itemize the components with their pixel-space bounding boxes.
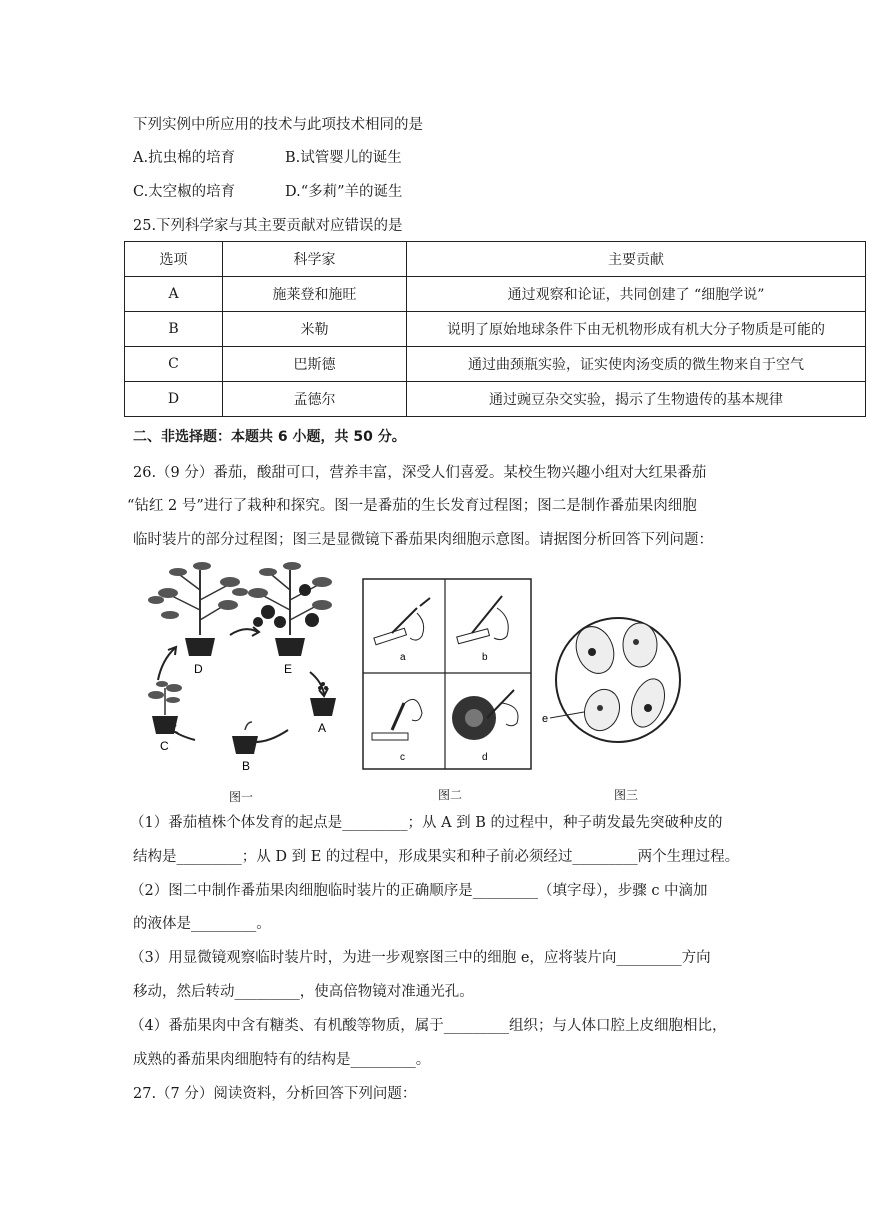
- step-b-icon: [457, 596, 509, 644]
- pot-c-icon: [148, 681, 182, 734]
- q25-table: [124, 241, 866, 417]
- q26-intro-line: “钻红 2 号”进行了栽种和探究。图一是番茄的生长发育过程图；图二是制作番茄果肉细胞: [127, 498, 697, 514]
- cell-contribution: 通过豌豆杂交实验，揭示了生物遗传的基本规律: [407, 382, 866, 417]
- cell-option: A: [125, 277, 223, 312]
- table-header-row: [125, 242, 866, 277]
- cell-scientist: 巴斯德: [223, 347, 407, 382]
- q26-question-line: （4）番茄果肉中含有糖类、有机酸等物质，属于_________组织；与人体口腔上皮细胞相比，: [130, 1018, 727, 1034]
- q26-question-line: （2）图二中制作番茄果肉细胞临时装片的正确顺序是_________（填字母），步骤 c 中滴加: [130, 883, 708, 899]
- cell-option: C: [125, 347, 223, 382]
- q24-stem: 下列实例中所应用的技术与此项技术相同的是: [133, 117, 423, 133]
- fig1-label-b: B: [242, 759, 251, 773]
- q24-option-a: A.抗虫棉的培育: [133, 150, 236, 166]
- cell-scientist: 施莱登和施旺: [223, 277, 407, 312]
- cell-contribution: 说明了原始地球条件下由无机物形成有机大分子物质是可能的: [407, 312, 866, 347]
- q26-intro-line: 26.（9 分）番茄，酸甜可口，营养丰富，深受人们喜爱。某校生物兴趣小组对大红果番茄: [133, 465, 707, 481]
- figure3-caption: 图三: [614, 788, 639, 802]
- table-row: [125, 382, 866, 417]
- figure1-life-cycle: [140, 560, 350, 780]
- q24-option-c: C.太空椒的培育: [133, 184, 236, 200]
- table-row: [125, 277, 866, 312]
- fig2-label-a: a: [400, 652, 406, 663]
- header-option: 选项: [125, 242, 223, 277]
- plant-e-icon: [248, 562, 332, 656]
- q26-question-line: 成熟的番茄果肉细胞特有的结构是_________。: [133, 1052, 431, 1068]
- q24-option-b: B.试管婴儿的诞生: [285, 150, 402, 166]
- figure2-slide-steps: [362, 578, 532, 770]
- cell-scientist: 孟德尔: [223, 382, 407, 417]
- figure1-caption: 图一: [229, 790, 254, 804]
- q27-stem: 27.（7 分）阅读资料，分析回答下列问题：: [133, 1086, 417, 1102]
- fig1-label-e: E: [284, 662, 293, 676]
- header-scientist: 科学家: [223, 242, 407, 277]
- q26-question-line: （3）用显微镜观察临时装片时，为进一步观察图三中的细胞 e，应将装片向_________方向: [130, 950, 711, 966]
- q26-question-line: 的液体是_________。: [133, 916, 271, 932]
- fig3-label-e: e: [542, 713, 549, 725]
- fig1-label-a: A: [318, 721, 327, 735]
- header-contribution: 主要贡献: [407, 242, 866, 277]
- fig2-label-d: d: [482, 752, 488, 763]
- q24-option-d: D.“多莉”羊的诞生: [285, 184, 403, 200]
- q26-question-line: 结构是_________；从 D 到 E 的过程中，形成果实和种子前必须经过_________两个生理过程。: [133, 849, 740, 865]
- cell-contribution: 通过观察和论证，共同创建了 “细胞学说”: [407, 277, 866, 312]
- pot-b-icon: [232, 722, 258, 754]
- fig1-label-d: D: [194, 662, 203, 676]
- q26-question-line: （1）番茄植株个体发育的起点是_________；从 A 到 B 的过程中，种子萌发最先突破种皮的: [130, 815, 723, 831]
- fig2-label-c: c: [400, 752, 405, 763]
- q26-intro-line: 临时装片的部分过程图；图三是显微镜下番茄果肉细胞示意图。请据图分析回答下列问题：: [133, 532, 713, 548]
- cell-option: D: [125, 382, 223, 417]
- q26-question-line: 移动，然后转动_________，使高倍物镜对准通光孔。: [133, 984, 474, 1000]
- fig1-label-c: C: [160, 739, 169, 753]
- cell-scientist: 米勒: [223, 312, 407, 347]
- table-row: [125, 347, 866, 382]
- table-row: [125, 312, 866, 347]
- fig2-label-b: b: [482, 652, 488, 663]
- step-d-icon: [452, 690, 518, 740]
- step-a-icon: [374, 598, 430, 645]
- q25-stem: 25.下列科学家与其主要贡献对应错误的是: [133, 218, 403, 234]
- cell-option: B: [125, 312, 223, 347]
- plant-d-icon: [148, 562, 248, 656]
- step-c-icon: [372, 699, 422, 740]
- figure2-caption: 图二: [438, 788, 463, 802]
- cell-contribution: 通过曲颈瓶实验，证实使肉汤变质的微生物来自于空气: [407, 347, 866, 382]
- figure3-cells: [540, 590, 690, 775]
- section-heading: 二、非选择题：本题共 6 小题，共 50 分。: [133, 429, 406, 445]
